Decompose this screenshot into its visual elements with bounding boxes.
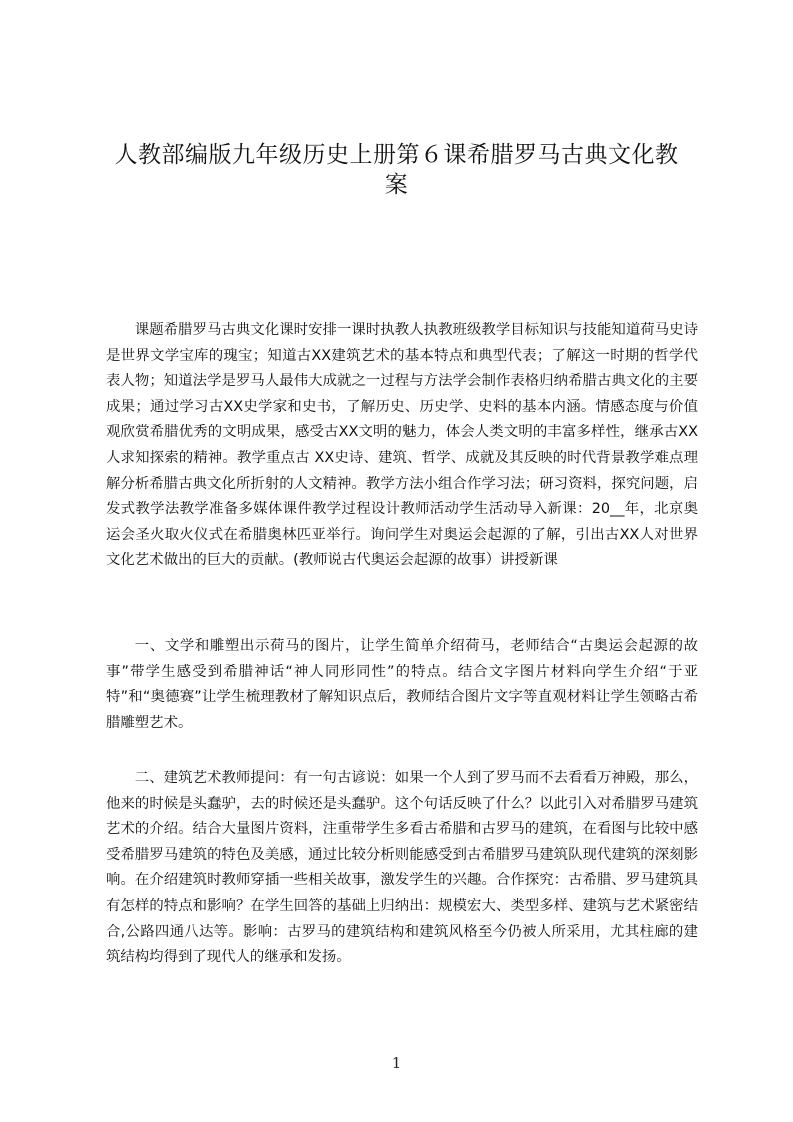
paragraph-lesson-overview: 课题希腊罗马古典文化课时安排一课时执教人执教班级教学目标知识与技能知道荷马史诗是世界文学宝库的瑰宝；知道古XX建筑艺术的基本特点和典型代表；了解这一时期的哲学代表人物；知道法学是罗马人最伟大成就之一过程与方法学会制作表格归纳希腊古典文化的主要成果；通过学习古XX史学家和史书，了解历史、历史学、史料的基本内涵。情感态度与价值观欣赏希腊优秀的文明成果，感受古XX文明的魅力，体会人类文明的丰富多样性，继承古XX人求知探索的精神。教学重点古 XX史诗、建筑、哲学、成就及其反映的时代背景教学难点理解分析希腊古典文化所折射的人文精神。教学方法小组合作学习法；研习资料，探究问题，启发式教学法教学准备多媒体课件教学过程设计教师活动学生活动导入新课：20__年，北京奥运会圣火取火仪式在希腊奥林匹亚举行。询问学生对奥运会起源的了解，引出古XX人对世界文化艺术做出的巨大的贡献。(教师说古代奥运会起源的故事）讲授新课 [106, 322, 698, 569]
document-title-line-2: 案 [384, 172, 409, 198]
paragraph-literature-sculpture: 一、文学和雕塑出示荷马的图片，让学生简单介绍荷马，老师结合“古奥运会起源的故事”带学生感受到希腊神话“神人同形同性”的特点。结合文字图片材料向学生介绍“于亚特”和“奥德赛”让学生梳理教材了解知识点后，教师结合图片文字等直观材料让学生领略古希腊雕塑艺术。 [106, 638, 698, 731]
page-number: 1 [391, 1054, 402, 1072]
document-title-line-1: 人教部编版九年级历史上册第６课希腊罗马古典文化教 [114, 142, 679, 168]
paragraph-architecture: 二、建筑艺术教师提问：有一句古谚说：如果一个人到了罗马而不去看看万神殿，那么，他来的时候是头蠢驴，去的时候还是头蠢驴。这个句话反映了什么？以此引入对希腊罗马建筑艺术的介绍。结合大量图片资料，注重带学生多看古希腊和古罗马的建筑，在看图与比较中感受希腊罗马建筑的特色及美感，通过比较分析则能感受到古希腊罗马建筑队现代建筑的深刻影响。在介绍建筑时教师穿插一些相关故事，激发学生的兴趣。合作探究：古希腊、罗马建筑具有怎样的特点和影响？在学生回答的基础上归纳出：规模宏大、类型多样、建筑与艺术紧密结合,公路四通八达等。影响：古罗马的建筑结构和建筑风格至今仍被人所采用，尤其柱廊的建筑结构均得到了现代人的继承和发扬。 [106, 770, 698, 966]
document-title [60, 140, 733, 200]
